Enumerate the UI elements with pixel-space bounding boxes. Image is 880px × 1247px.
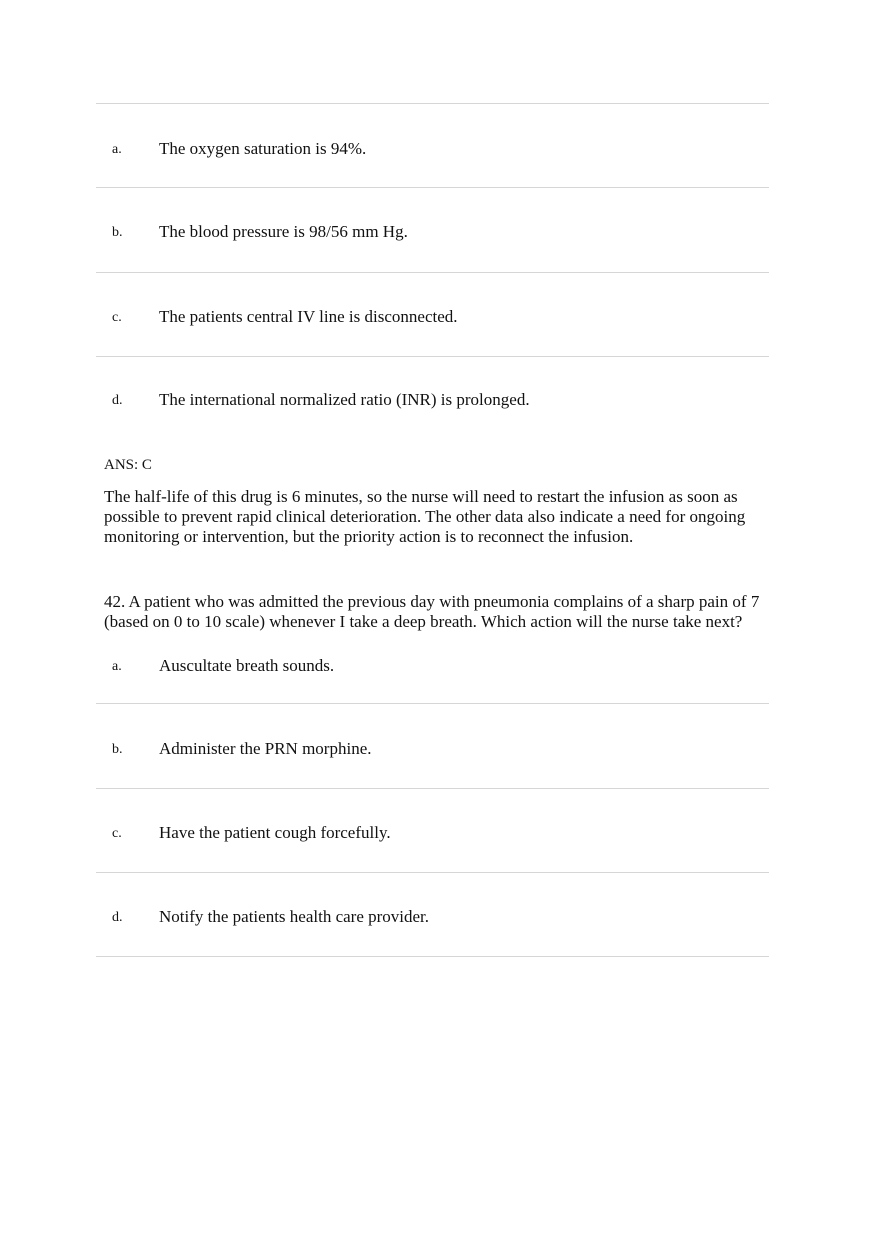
q41-option-a (0, 138, 880, 162)
q42-option-a (0, 655, 880, 679)
option-letter: b. (112, 225, 123, 240)
option-text: Administer the PRN morphine. (159, 739, 372, 758)
q41-option-d (0, 389, 880, 413)
option-text: The oxygen saturation is 94%. (159, 139, 367, 158)
divider (96, 788, 769, 789)
q42-option-d (0, 906, 880, 930)
option-text: The blood pressure is 98/56 mm Hg. (159, 222, 408, 241)
answer-key: ANS: C (104, 457, 152, 473)
q42-option-c (0, 822, 880, 846)
option-letter: b. (112, 742, 123, 757)
divider (96, 272, 769, 273)
divider (96, 103, 769, 104)
divider (96, 872, 769, 873)
divider (96, 956, 769, 957)
divider (96, 356, 769, 357)
option-letter: d. (112, 393, 123, 408)
divider (96, 703, 769, 704)
q41-option-b (0, 221, 880, 245)
option-letter: c. (112, 826, 122, 841)
question-stem: 42. A patient who was admitted the previous day with pneumonia complains of a sharp pain of 7 (based on 0 to 10 scale) whenever I take a deep breath. Which action will the nurse take next? (104, 592, 760, 631)
option-text: Have the patient cough forcefully. (159, 823, 391, 842)
q41-option-c (0, 306, 880, 330)
option-text: Notify the patients health care provider. (159, 907, 430, 926)
option-letter: a. (112, 142, 122, 157)
q42-option-b (0, 738, 880, 762)
divider (96, 187, 769, 188)
rationale: The half-life of this drug is 6 minutes, so the nurse will need to restart the infusion as soon as possible to prevent rapid clinical deterioration. The other data also indicate a need for ongoing monitoring or intervention, but the priority action is to reconnect the infusion. (104, 487, 746, 546)
option-text: The international normalized ratio (INR) is prolonged. (159, 390, 530, 409)
option-text: The patients central IV line is disconnected. (159, 307, 458, 326)
option-letter: c. (112, 310, 122, 325)
option-letter: a. (112, 659, 122, 674)
option-text: Auscultate breath sounds. (159, 656, 335, 675)
option-letter: d. (112, 910, 123, 925)
